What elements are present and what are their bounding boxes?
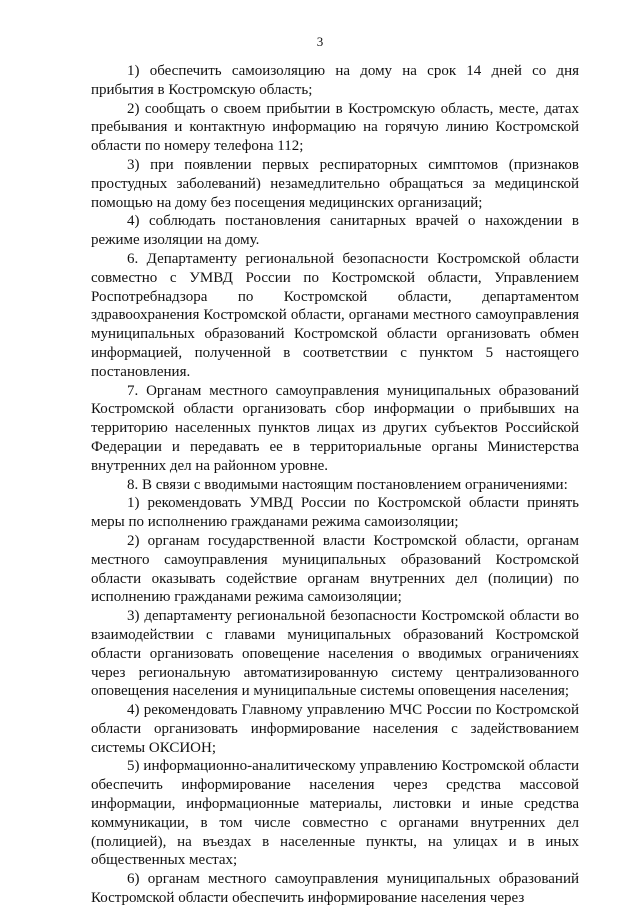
paragraph-item-7: 7. Органам местного самоуправления муниципальных образований Костромской области организовать сбор информации о прибывших на территорию населенных пунктов лицах из других субъектов Российской Федерации и передавать ее в территориальные органы Министерства внутренних дел на районном уровне. <box>91 382 579 474</box>
paragraph-3-symptoms: 3) при появлении первых респираторных симптомов (признаков простудных заболеваний) незамедлительно обращаться за медицинской помощью на дому без посещения медицинских организаций; <box>91 156 579 211</box>
paragraph-8-5-information: 5) информационно-аналитическому управлению Костромской области обеспечить информирование населения через средства массовой информации, информационные материалы, листовки и иные средства коммуникации, в том числе совместно с органами внутренних дел (полицией), на въездах в населенные пункты, на улицах и в иных общественных местах; <box>91 758 579 869</box>
page-number: 3 <box>316 34 324 49</box>
paragraph-8-6-local-government: 6) органам местного самоуправления муниципальных образований Костромской области обеспечить информирование населения через <box>91 871 579 907</box>
paragraph-item-8: 8. В связи с вводимыми настоящим постановлением ограничениями: <box>127 476 568 493</box>
paragraph-8-3-notification: 3) департаменту региональной безопасности Костромской области во взаимодействии с главами муниципальных образований Костромской области организовать оповещение населения о вводимых ограничениях через региональную автоматизированную систему централизованного оповещения населения и муниципальные системы оповещения населения; <box>91 608 579 700</box>
document-body <box>91 62 579 908</box>
paragraph-item-6: 6. Департаменту региональной безопасности Костромской области совместно с УМВД России по Костромской области, Управлением Роспотребнадзора по Костромской области, департаментом здравоохранения Костромской области, органами местного самоуправления муниципальных образований Костромской области организовать обмен информацией, полученной в соответствии с пунктом 5 настоящего постановления. <box>91 250 579 380</box>
paragraph-8-4-mchs: 4) рекомендовать Главному управлению МЧС России по Костромской области организовать информирование населения с задействованием системы ОКСИОН; <box>91 702 579 756</box>
paragraph-2-report-arrival: 2) сообщать о своем прибытии в Костромскую область, месте, датах пребывания и контактную информацию на горячую линию Костромской области по номеру телефона 112; <box>91 100 579 155</box>
paragraph-8-1-umvd: 1) рекомендовать УМВД России по Костромской области принять меры по исполнению гражданами режима самоизоляции; <box>91 495 579 531</box>
paragraph-4-sanitary-orders: 4) соблюдать постановления санитарных врачей о нахождении в режиме изоляции на дому. <box>91 213 579 249</box>
paragraph-1-self-isolation: 1) обеспечить самоизоляцию на дому на срок 14 дней со дня прибытия в Костромскую область; <box>91 63 579 98</box>
paragraph-8-2-authorities: 2) органам государственной власти Костромской области, органам местного самоуправления муниципальных образований Костромской области оказывать содействие органам внутренних дел (полиции) по исполнению гражданами режима самоизоляции; <box>91 532 579 606</box>
